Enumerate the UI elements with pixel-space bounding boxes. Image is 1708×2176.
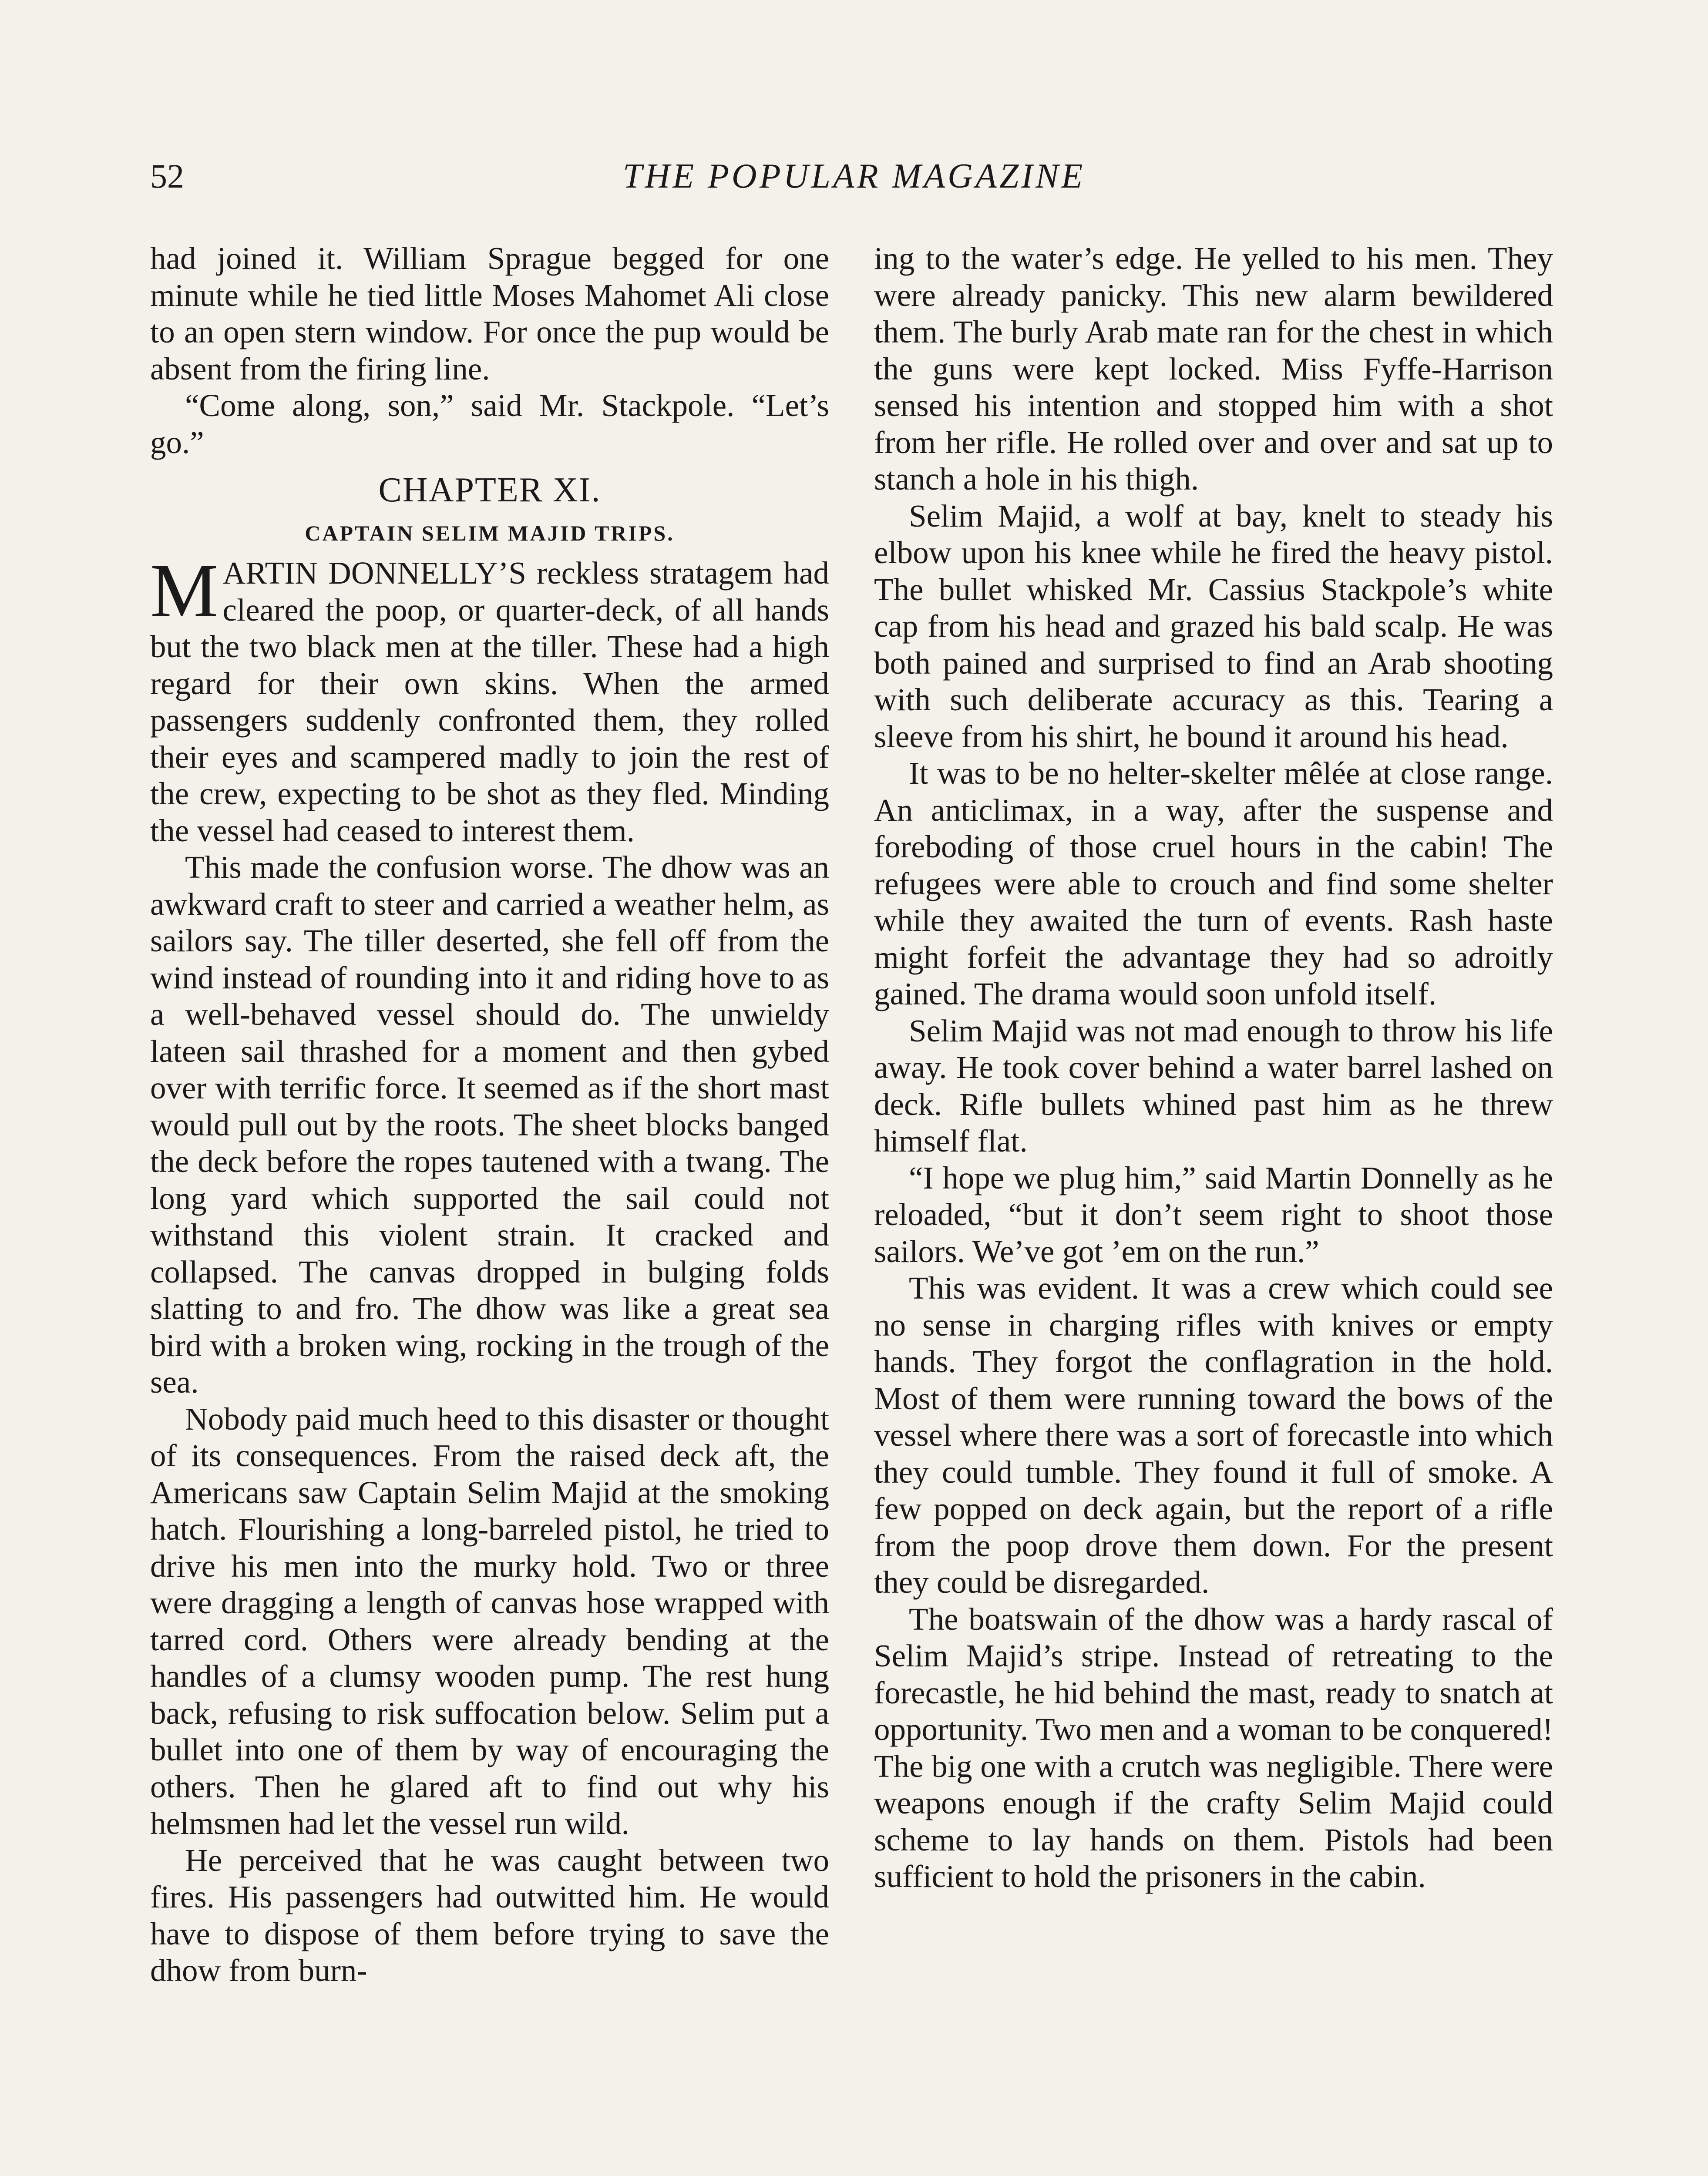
paragraph: Nobody paid much heed to this disaster or thought of its consequences. From the raised deck aft, the Americans saw Captain Selim Majid at the smoking hatch. Flourishing a long-barreled pistol, he tried to drive his men into the murky hold. Two or three were dragging a length of canvas hose wrapped with tarred cord. Others were already bending at the handles of a clumsy wooden pump. The rest hung back, refusing to risk suffocation below. Selim put a bullet into one of them by way of encouraging the others. Then he glared aft to find out why his helmsmen had let the vessel run wild.: [150, 1401, 829, 1841]
paragraph: Selim Majid, a wolf at bay, knelt to steady his elbow upon his knee while he fired the heavy pistol. The bullet whisked Mr. Cassius Stackpole’s white cap from his head and grazed his bald scalp. He was both pained and surprised to find an Arab shooting with such deliberate accuracy as this. Tearing a sleeve from his shirt, he bound it around his head.: [874, 498, 1553, 754]
paragraph: The boatswain of the dhow was a hardy rascal of Selim Majid’s stripe. Instead of retreating to the forecastle, he hid behind the mast, ready to snatch at opportunity. Two men and a woman to be conquered! The big one with a crutch was negligible. There were weapons enough if the crafty Selim Majid could scheme to lay hands on them. Pistols had been sufficient to hold the prisoners in the cabin.: [874, 1601, 1553, 1894]
paragraph: He perceived that he was caught between two fires. His passengers had outwitted him. He would have to dispose of them before trying to save the dhow from burn-: [150, 1842, 829, 1988]
paragraph: It was to be no helter-skelter mêlée at close range. An anticlimax, in a way, after the suspense and foreboding of those cruel hours in the cabin! The refugees were able to crouch and find some shelter while they awaited the turn of events. Rash haste might forfeit the advantage they had so adroitly gained. The drama would soon unfold itself.: [874, 756, 1553, 1011]
paragraph: This made the confusion worse. The dhow was an awkward craft to steer and carried a weather helm, as sailors say. The tiller deserted, she fell off from the wind instead of rounding into it and riding hove to as a well-behaved vessel should do. The unwieldy lateen sail thrashed for a moment and then gybed over with terrific force. It seemed as if the short mast would pull out by the roots. The sheet blocks banged the deck before the ropes tautened with a twang. The long yard which supported the sail could not withstand this violent strain. It cracked and collapsed. The canvas dropped in bulging folds slatting to and fro. The dhow was like a great sea bird with a broken wing, rocking in the trough of the sea.: [150, 850, 829, 1400]
paragraph: “Come along, son,” said Mr. Stackpole. “Let’s go.”: [150, 388, 829, 460]
opening-paragraph-text: ARTIN DONNELLY’S reckless stratagem had cleared the poop, or quarter-deck, of all hands but the two black men at the tiller. These had a high regard for their own skins. When the armed passengers suddenly confronted them, they rolled their eyes and scampered madly to join the rest of the crew, expecting to be shot as they fled. Minding the vessel had ceased to interest them.: [150, 555, 829, 848]
left-column: [150, 240, 829, 1989]
right-column: [874, 240, 1553, 1895]
page-header: [150, 154, 1558, 207]
paragraph: ing to the water’s edge. He yelled to his men. They were already panicky. This new alarm bewildered them. The burly Arab mate ran for the chest in which the guns were kept locked. Miss Fyffe-Harrison sensed his intention and stopped him with a shot from her rifle. He rolled over and over and sat up to stanch a hole in his thigh.: [874, 241, 1553, 497]
paragraph: Selim Majid was not mad enough to throw his life away. He took cover behind a water barrel lashed on deck. Rifle bullets whined past him as he threw himself flat.: [874, 1013, 1553, 1159]
chapter-title: CHAPTER XI.: [378, 471, 601, 509]
paragraph: “I hope we plug him,” said Martin Donnelly as he reloaded, “but it don’t seem right to shoot those sailors. We’ve got ’em on the run.”: [874, 1160, 1553, 1269]
drop-cap: M: [150, 548, 219, 633]
running-title: THE POPULAR MAGAZINE: [622, 157, 1086, 195]
chapter-subtitle: CAPTAIN SELIM MAJID TRIPS.: [305, 521, 675, 545]
page-number: 52: [150, 157, 184, 195]
paragraph: had joined it. William Sprague begged for one minute while he tied little Moses Mahomet Ali close to an open stern window. For once the pup would be absent from the firing line.: [150, 241, 829, 386]
paragraph: This was evident. It was a crew which could see no sense in charging rifles with knives or empty hands. They forgot the conflagration in the hold. Most of them were running toward the bows of the vessel where there was a sort of forecastle into which they could tumble. They found it full of smoke. A few popped on deck again, but the report of a rifle from the poop drove them down. For the present they could be disregarded.: [874, 1270, 1553, 1600]
chapter-opening-paragraph: [150, 548, 829, 849]
